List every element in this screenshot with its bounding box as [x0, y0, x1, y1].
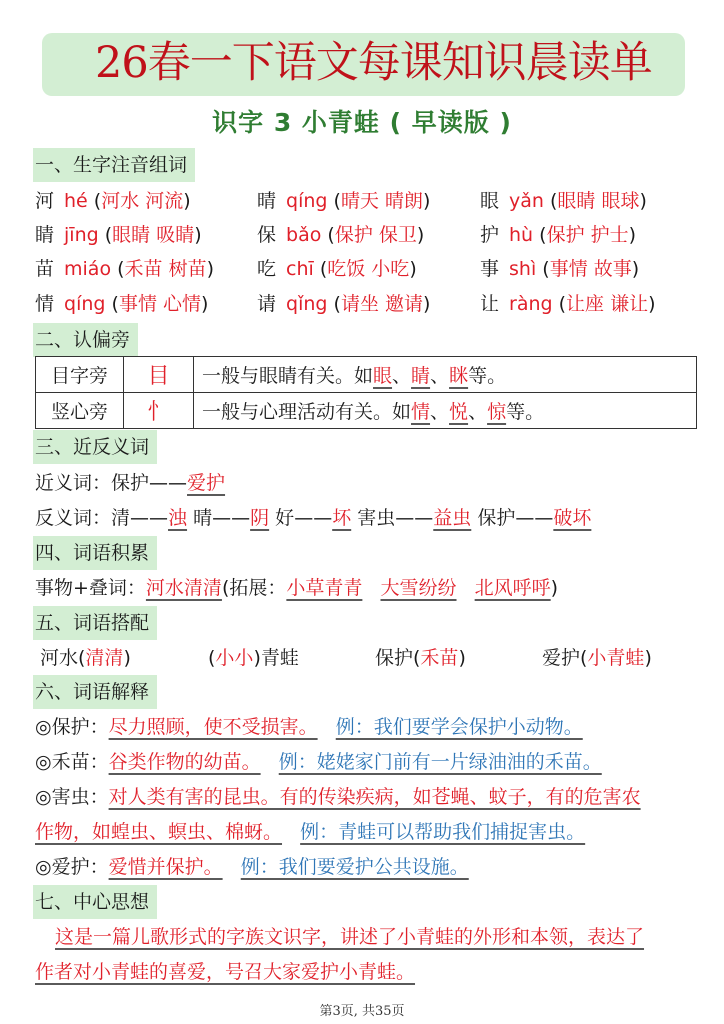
dash: —— — [395, 507, 434, 529]
text: ) — [123, 647, 131, 669]
word: 好 — [275, 507, 295, 529]
accumulation-label: 事物+叠词： — [35, 577, 146, 599]
sep: 、 — [430, 401, 450, 423]
example-sentence: 例：我们要学会保护小动物。 — [335, 716, 583, 738]
paren: ) — [648, 293, 656, 315]
answer-word: 小草青青 — [286, 577, 363, 599]
word: 清 — [111, 507, 131, 529]
sep: 、 — [430, 365, 450, 387]
char: 事 — [480, 258, 500, 280]
example-char: 惊 — [487, 401, 507, 423]
char-entry — [257, 252, 417, 286]
words: 吃饭 小吃 — [327, 258, 410, 280]
paren: ) — [183, 190, 191, 212]
paren: ( — [93, 190, 102, 212]
example-char: 眯 — [449, 365, 469, 387]
paren: ( — [319, 258, 328, 280]
paren: ) — [550, 577, 559, 599]
word: 晴 — [193, 507, 213, 529]
words: 眼睛 吸睛 — [112, 224, 195, 246]
explanation-item — [35, 745, 602, 779]
section-heading-synonyms-antonyms: 三、近反义词 — [33, 430, 157, 464]
paren: ) — [200, 293, 209, 315]
paren: ) — [639, 190, 647, 212]
collocation-item — [542, 641, 652, 675]
pinyin: yǎn — [509, 190, 544, 212]
section-heading-characters: 一、生字注音组词 — [33, 148, 195, 182]
desc-text: 等。 — [506, 401, 545, 423]
char: 眼 — [480, 190, 500, 212]
section-heading-collocations: 五、词语搭配 — [33, 606, 157, 640]
answer-word: 河水清清 — [145, 577, 222, 599]
extension-label: (拓展： — [221, 577, 287, 599]
words: 禾苗 树苗 — [124, 258, 207, 280]
paren: ( — [542, 258, 550, 280]
char: 晴 — [257, 190, 277, 212]
example-sentence: 例：青蛙可以帮助我们捕捉害虫。 — [300, 821, 586, 843]
dash: —— — [130, 507, 169, 529]
char-entry — [35, 218, 202, 252]
explanation-item — [35, 780, 641, 814]
dash: —— — [515, 507, 554, 529]
main-idea-text: 这是一篇儿歌形式的字族文识字，讲述了小青蛙的外形和本领，表达了 — [55, 926, 645, 948]
text: 保护( — [375, 647, 421, 669]
dash: —— — [212, 507, 251, 529]
sep: 、 — [468, 401, 488, 423]
paren: ( — [111, 293, 119, 315]
collocation-item — [208, 641, 299, 675]
word: 保护 — [477, 507, 516, 529]
pinyin: bǎo — [286, 224, 322, 246]
antonyms-line — [35, 501, 591, 535]
answer-word: 爱护 — [187, 472, 226, 494]
pinyin: qǐng — [286, 293, 328, 315]
pinyin: miáo — [64, 258, 112, 280]
text: 爱护( — [542, 647, 588, 669]
dash: —— — [149, 472, 188, 494]
example-char: 悦 — [449, 401, 469, 423]
char-entry — [35, 252, 214, 286]
char-entry — [257, 218, 424, 252]
paren: ( — [539, 224, 547, 246]
paren: ) — [422, 293, 431, 315]
char: 苗 — [35, 258, 55, 280]
char: 让 — [480, 293, 500, 315]
accumulation-line — [35, 571, 558, 605]
text: )青蛙 — [253, 647, 299, 669]
char: 保 — [257, 224, 277, 246]
text: ) — [644, 647, 652, 669]
term: ◎禾苗： — [35, 751, 109, 773]
char: 吃 — [257, 258, 277, 280]
meaning: 作物，如蝗虫、螟虫、棉蚜。 — [35, 821, 283, 843]
words: 河水 河流 — [101, 190, 184, 212]
char: 睛 — [35, 224, 55, 246]
meaning: 谷类作物的幼苗。 — [108, 751, 261, 773]
char-entry — [257, 184, 430, 218]
paren: ) — [422, 190, 431, 212]
words: 事情 心情 — [118, 293, 201, 315]
char: 河 — [35, 190, 55, 212]
words: 保护 保卫 — [334, 224, 417, 246]
section-heading-accumulation: 四、词语积累 — [33, 536, 157, 570]
text: ( — [208, 647, 216, 669]
desc-text: 一般与眼睛有关。如 — [202, 365, 374, 387]
radical-name: 目字旁 — [36, 357, 124, 393]
pinyin: qíng — [64, 293, 106, 315]
paren: ) — [416, 224, 425, 246]
section-heading-main-idea: 七、中心思想 — [33, 885, 157, 919]
dash: —— — [294, 507, 333, 529]
radical-name: 竖心旁 — [36, 393, 124, 429]
char-entry — [35, 184, 191, 218]
example-char: 情 — [411, 401, 431, 423]
page-title: 26春一下语文每课知识晨读单 — [95, 38, 652, 88]
paren: ( — [550, 190, 558, 212]
answer-word: 清清 — [85, 647, 124, 669]
term: ◎害虫： — [35, 786, 109, 808]
pinyin: chī — [286, 258, 314, 280]
text: ) — [458, 647, 466, 669]
explanation-item — [35, 710, 583, 744]
synonyms-label: 近义词： — [35, 472, 112, 494]
char-entry — [257, 287, 430, 321]
char-entry — [480, 218, 636, 252]
char-entry — [480, 287, 656, 321]
char: 请 — [257, 293, 277, 315]
radical-glyph: 目 — [124, 357, 194, 393]
explanation-item-continued — [35, 815, 585, 849]
answer-word: 益虫 — [433, 507, 472, 529]
word: 保护 — [111, 472, 150, 494]
answer-word: 破坏 — [553, 507, 592, 529]
paren: ) — [409, 258, 417, 280]
sep: 、 — [392, 365, 412, 387]
paren: ( — [333, 293, 341, 315]
paren: ) — [631, 258, 640, 280]
pinyin: jīng — [64, 224, 99, 246]
answer-word: 坏 — [332, 507, 352, 529]
answer-word: 阴 — [250, 507, 270, 529]
synonyms-line — [35, 466, 225, 500]
answer-word: 浊 — [168, 507, 188, 529]
meaning: 对人类有害的昆虫。有的传染疾病，如苍蝇、蚊子，有的危害农 — [108, 786, 641, 808]
text: 河水( — [40, 647, 86, 669]
paren: ) — [628, 224, 637, 246]
page-number: 第3页, 共35页 — [319, 1004, 405, 1019]
words: 请坐 邀请 — [340, 293, 423, 315]
pinyin: shì — [509, 258, 537, 280]
main-idea-line2 — [35, 955, 415, 989]
radical-desc — [194, 393, 697, 429]
section-heading-radicals: 二、认偏旁 — [33, 323, 138, 357]
section-heading-explanations: 六、词语解释 — [33, 675, 157, 709]
explanation-item — [35, 850, 469, 884]
meaning: 爱惜并保护。 — [108, 856, 223, 878]
lesson-subtitle: 识字 3 小青蛙 ( 早读版 ) — [212, 108, 512, 137]
paren: ( — [327, 224, 335, 246]
paren: ( — [117, 258, 125, 280]
desc-text: 一般与心理活动有关。如 — [202, 401, 412, 423]
example-sentence: 例：姥姥家门前有一片绿油油的禾苗。 — [278, 751, 602, 773]
term: ◎保护： — [35, 716, 109, 738]
answer-word: 大雪纷纷 — [380, 577, 457, 599]
table-row — [36, 393, 697, 429]
collocation-item — [40, 641, 131, 675]
paren: ( — [333, 190, 341, 212]
pinyin: qíng — [286, 190, 328, 212]
char-entry — [35, 287, 208, 321]
radical-desc — [194, 357, 697, 393]
term: ◎爱护： — [35, 856, 109, 878]
antonyms-label: 反义词： — [35, 507, 112, 529]
example-char: 睛 — [411, 365, 431, 387]
example-char: 眼 — [373, 365, 393, 387]
main-idea-line1 — [55, 920, 644, 954]
collocation-item — [375, 641, 466, 675]
radical-glyph: 忄 — [124, 393, 194, 429]
paren: ) — [206, 258, 215, 280]
word: 害虫 — [357, 507, 396, 529]
radicals-table — [35, 356, 697, 429]
char-entry — [480, 184, 647, 218]
words: 眼睛 眼球 — [557, 190, 640, 212]
answer-word: 小青蛙 — [587, 647, 645, 669]
words: 事情 故事 — [549, 258, 632, 280]
paren: ( — [558, 293, 567, 315]
main-idea-text: 作者对小青蛙的喜爱，号召大家爱护小青蛙。 — [35, 961, 416, 983]
words: 保护 护士 — [546, 224, 629, 246]
pinyin: hù — [509, 224, 534, 246]
answer-word: 禾苗 — [420, 647, 459, 669]
answer-word: 北风呼呼 — [474, 577, 551, 599]
desc-text: 等。 — [468, 365, 507, 387]
words: 让座 谦让 — [566, 293, 649, 315]
table-row — [36, 357, 697, 393]
char: 护 — [480, 224, 500, 246]
paren: ( — [104, 224, 113, 246]
words: 晴天 晴朗 — [340, 190, 423, 212]
pinyin: ràng — [509, 293, 553, 315]
pinyin: hé — [64, 190, 88, 212]
char-entry — [480, 252, 639, 286]
meaning: 尽力照顾，使不受损害。 — [108, 716, 318, 738]
paren: ) — [194, 224, 202, 246]
answer-word: 小小 — [215, 647, 254, 669]
example-sentence: 例：我们要爱护公共设施。 — [240, 856, 469, 878]
char: 情 — [35, 293, 55, 315]
